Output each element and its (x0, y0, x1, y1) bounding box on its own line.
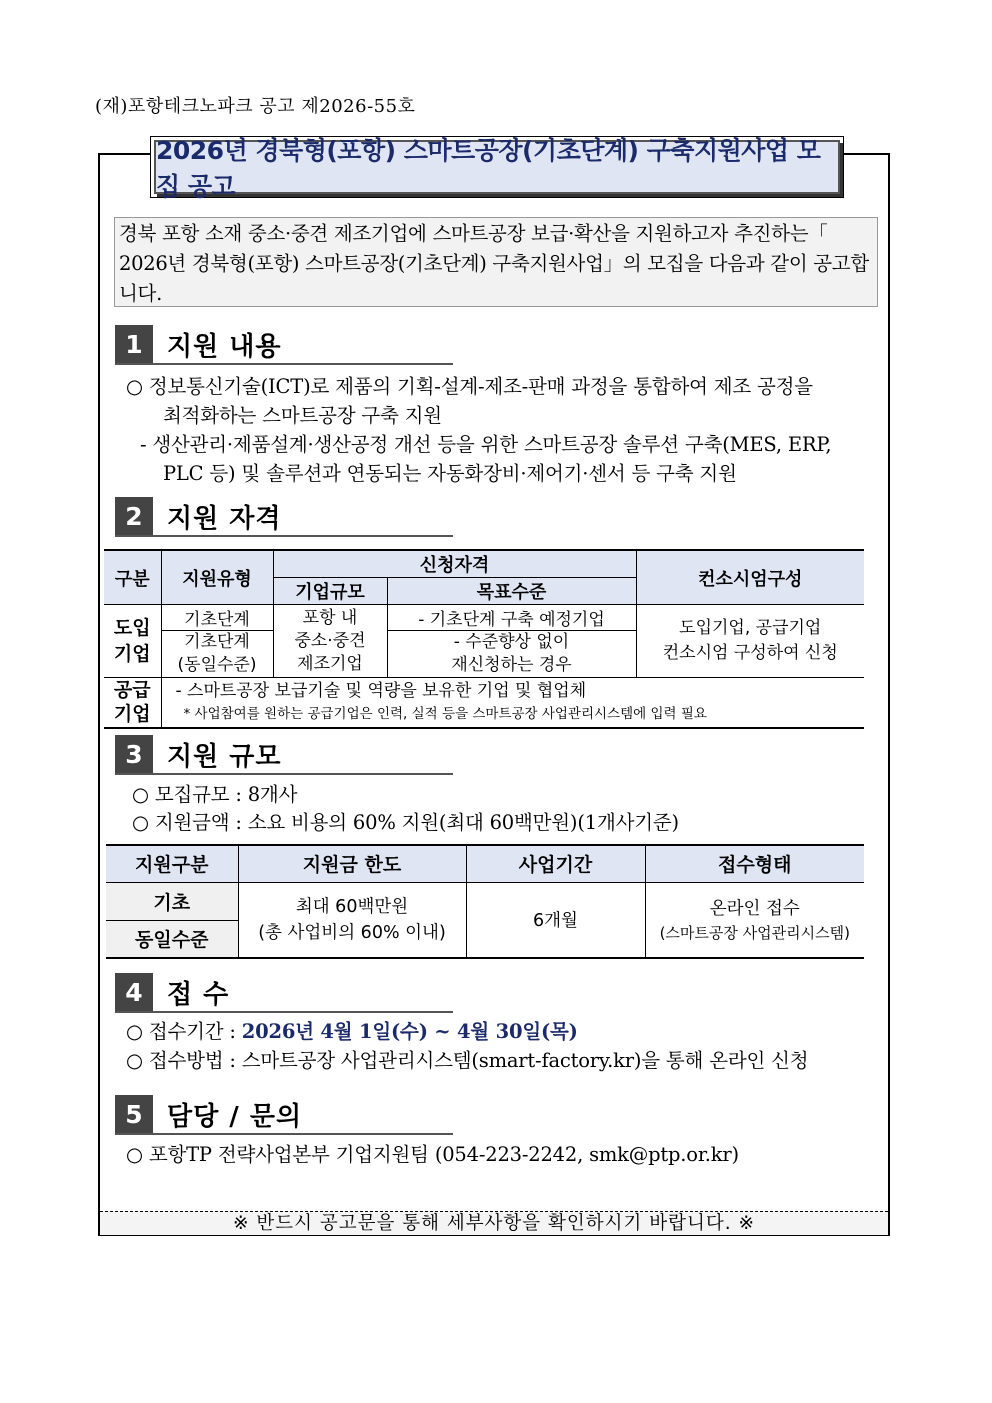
target-reapply (387, 631, 636, 678)
supply-line-2: * 사업참여를 원하는 공급기업은 인력, 실적 등을 스마트공장 사업관리시스템에 입력 필요 (183, 706, 707, 723)
type-basic: 기초단계 (161, 605, 273, 631)
size-line-2: 중소·중견 (294, 630, 366, 651)
support-period: 6개월 (466, 882, 645, 958)
reception-period-value: 2026년 4월 1일(수) ~ 4월 30일(목) (241, 1020, 578, 1043)
type2-line-1: 기초단계 (184, 632, 250, 652)
type2-line-2: (동일수준) (177, 655, 257, 675)
scale-bullet-2: ○ 지원금액 : 소요 비용의 60% 지원(최대 60백만원)(1개사기준) (132, 811, 679, 834)
reception-method: ○ 접수방법 : 스마트공장 사업관리시스템(smart-factory.kr)을 통해 온라인 신청 (126, 1049, 809, 1072)
support-limit (238, 882, 466, 958)
support-bullet-2-line-2: PLC 등) 및 솔루션과 연동되는 자동화장비·제어기·센서 등 구축 지원 (163, 462, 737, 485)
intro-line-3: 니다. (119, 282, 162, 305)
form-line-1: 온라인 접수 (709, 898, 800, 919)
scale-table (106, 844, 864, 959)
section-title: 지원 내용 (167, 331, 282, 362)
section-title: 지원 자격 (167, 503, 282, 534)
section-number: 3 (115, 735, 153, 773)
supply-company-label: 공급 기업 (104, 678, 161, 728)
supply-company-info (161, 678, 864, 728)
support-bullet-1-line-1: ○ 정보통신기술(ICT)로 제품의 기획-설계-제조-판매 과정을 통합하여 제조 공정을 (126, 375, 813, 398)
target-basic: - 기초단계 구축 예정기업 (387, 605, 636, 631)
section-header-3 (115, 735, 453, 775)
header-period: 사업기간 (466, 845, 645, 882)
page-title: 2026년 경북형(포항) 스마트공장(기초단계) 구축지원사업 모집 공고 (154, 140, 840, 194)
row-basic: 기초 (106, 882, 238, 920)
section-number: 1 (115, 325, 153, 363)
contact-info: ○ 포항TP 전략사업본부 기업지원팀 (054-223-2242, smk@ptp.or.kr) (126, 1143, 739, 1166)
section-header-1 (115, 325, 453, 365)
footer-note: ※ 반드시 공고문을 통해 세부사항을 확인하시기 바랍니다. ※ (100, 1211, 888, 1235)
type-same-level (161, 631, 273, 678)
target2-line-2: 재신청하는 경우 (451, 655, 572, 675)
section-number: 4 (115, 973, 153, 1011)
intro-paragraph (114, 217, 878, 307)
support-bullet-2-line-1: - 생산관리·제품설계·생산공정 개선 등을 위한 스마트공장 솔루션 구축(MES, ERP, (140, 433, 832, 456)
section-title: 지원 규모 (167, 741, 282, 772)
notice-number: (재)포항테크노파크 공고 제2026-55호 (95, 96, 416, 117)
intro-line-2: 2026년 경북형(포항) 스마트공장(기초단계) 구축지원사업」의 모집을 다음과 같이 공고합 (119, 252, 869, 275)
header-size: 기업규모 (273, 578, 387, 605)
section-title: 접 수 (167, 979, 230, 1010)
company-size (273, 605, 387, 678)
row-same-level: 동일수준 (106, 920, 238, 958)
header-qualification: 신청자격 (273, 550, 636, 578)
header-support-type: 지원구분 (106, 845, 238, 882)
header-form: 접수형태 (645, 845, 864, 882)
section-header-2 (115, 497, 453, 537)
consortium-info (636, 605, 864, 678)
reception-period-label: ○ 접수기간 : (126, 1020, 242, 1043)
section-header-4 (115, 973, 453, 1013)
reception-period (126, 1018, 578, 1046)
support-bullet-1-line-2: 최적화하는 스마트공장 구축 지원 (163, 404, 442, 427)
header-target: 목표수준 (387, 578, 636, 605)
target2-line-1: - 수준향상 없이 (453, 632, 570, 652)
header-consortium: 컨소시엄구성 (636, 550, 864, 605)
adopt-company-label: 도입 기업 (104, 605, 161, 678)
section-number: 2 (115, 497, 153, 535)
eligibility-table (104, 549, 864, 729)
form-line-2: (스마트공장 사업관리시스템) (659, 923, 850, 942)
limit-line-2: (총 사업비의 60% 이내) (258, 922, 446, 943)
section-header-5 (115, 1095, 453, 1135)
supply-line-1: - 스마트공장 보급기술 및 역량을 보유한 기업 및 협업체 (175, 681, 587, 702)
header-limit: 지원금 한도 (238, 845, 466, 882)
consortium-line-1: 도입기업, 공급기업 (679, 618, 822, 638)
size-line-3: 제조기업 (297, 653, 363, 674)
section-number: 5 (115, 1095, 153, 1133)
title-box (150, 136, 844, 201)
size-line-1: 포항 내 (302, 607, 358, 628)
limit-line-1: 최대 60백만원 (295, 896, 409, 917)
consortium-line-2: 컨소시엄 구성하여 신청 (662, 643, 838, 663)
scale-bullet-1: ○ 모집규모 : 8개사 (132, 783, 298, 806)
intro-line-1: 경북 포항 소재 중소·중견 제조기업에 스마트공장 보급·확산을 지원하고자 추진하는「 (119, 222, 828, 245)
reception-form (645, 882, 864, 958)
header-category: 구분 (104, 550, 161, 605)
section-title: 담당 / 문의 (167, 1101, 303, 1132)
header-type: 지원유형 (161, 550, 273, 605)
